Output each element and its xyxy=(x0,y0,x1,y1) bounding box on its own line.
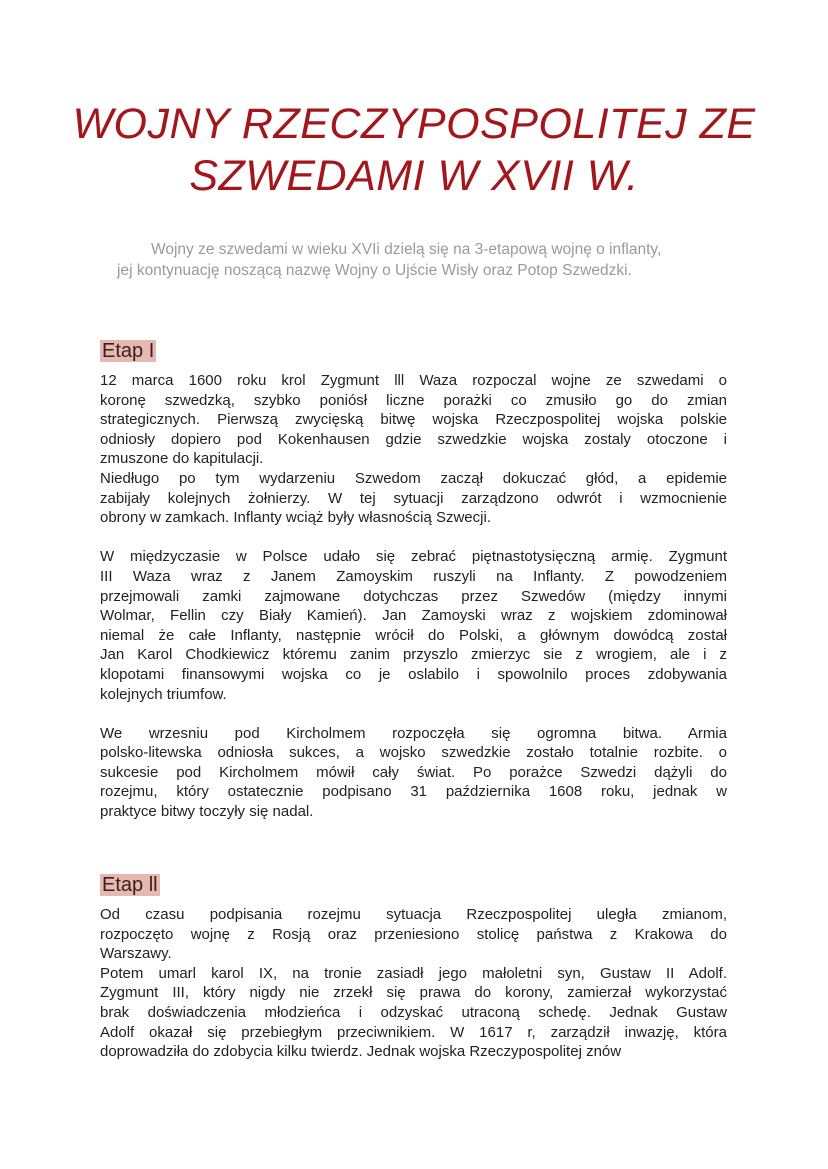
paragraph xyxy=(100,547,727,704)
text-line: sukcesie pod Kircholmem mówił cały świat. Po porażce Szwedzi dążyli do xyxy=(100,763,727,781)
text-line: odniosły dopiero pod Kokenhausen gdzie szwedzkie wojska zostaly otoczone i xyxy=(100,430,727,448)
text-line: Wolmar, Fellin czy Biały Kamień). Jan Zamoyski wraz z wojskiem zdominował xyxy=(100,607,727,625)
text-line: rozpoczęto wojnę z Rosją oraz przeniesiono stolicę państwa z Krakowa do xyxy=(100,925,727,943)
text-line: brak doświadczenia młodzieńca i odzyskać utraconą schedę. Jednak Gustaw xyxy=(100,1003,727,1021)
document-title xyxy=(0,98,828,202)
text-line: kolejnych triumfow. xyxy=(100,685,227,703)
paragraph-gap xyxy=(100,704,727,724)
paragraph-gap xyxy=(100,528,727,548)
text-line: klopotami finansowymi wojska co je oslabilo i spowolnilo proces zdobywania xyxy=(100,665,727,683)
text-line: W międzyczasie w Polsce udało się zebrać piętnastotysięczną armię. Zygmunt xyxy=(100,548,727,566)
section-heading: Etap ll xyxy=(102,874,158,896)
text-line: strategicznych. Pierwszą zwycięską bitwę wojska Rzeczpospolitej wojska polskie xyxy=(100,411,727,429)
text-line: Zygmunt III, który nigdy nie zrzekł się prawa do korony, zamierzał wykorzystać xyxy=(100,984,727,1002)
text-line: We wrzesniu pod Kircholmem rozpoczęła się ogromna bitwa. Armia xyxy=(100,724,727,742)
text-line: Potem umarl karol IX, na tronie zasiadł jego małoletni syn, Gustaw II Adolf. xyxy=(100,964,727,982)
section-etap-2 xyxy=(100,874,727,1062)
paragraph xyxy=(100,724,727,822)
section-body xyxy=(100,905,727,1062)
title-line: SZWEDAMI W XVII W. xyxy=(189,152,639,200)
text-line: Niedługo po tym wydarzeniu Szwedom zaczął dokuczać głód, a epidemie xyxy=(100,469,727,487)
text-line: niemal że całe Inflanty, następnie wrócił do Polski, a głównym dowódcą został xyxy=(100,626,727,644)
paragraph xyxy=(100,469,727,528)
paragraph xyxy=(100,371,727,469)
text-line: doprowadziła do zdobycia kilku twierdz. Jednak wojska Rzeczypospolitej znów xyxy=(100,1043,622,1061)
section-etap-1 xyxy=(100,340,727,822)
text-line: Od czasu podpisania rozejmu sytuacja Rzeczpospolitej uległa zmianom, xyxy=(100,906,727,923)
paragraph xyxy=(100,905,727,964)
text-line: Warszawy. xyxy=(100,945,172,963)
text-line: 12 marca 1600 roku krol Zygmunt lll Waza rozpoczal wojne ze szwedami o xyxy=(100,372,727,389)
title-line: WOJNY RZECZYPOSPOLITEJ ZE xyxy=(72,100,756,148)
section-body xyxy=(100,371,727,822)
text-line: Adolf okazał się przebiegłym przeciwnikiem. W 1617 r, zarządził inwazję, która xyxy=(100,1023,727,1041)
text-line: rozejmu, który ostatecznie podpisano 31 października 1608 roku, jednak w xyxy=(100,783,727,801)
text-line: zmuszone do kapitulacji. xyxy=(100,450,264,468)
text-line: III Waza wraz z Janem Zamoyskim ruszyli na Inflanty. Z powodzeniem xyxy=(100,567,727,585)
text-line: obrony w zamkach. Inflanty wciąż były własnością Szwecji. xyxy=(100,509,491,527)
section-heading: Etap I xyxy=(102,340,155,362)
text-line: koronę szwedzką, szybko poniósł liczne porażki co zmusiło go do zmian xyxy=(100,391,727,409)
paragraph xyxy=(100,964,727,1062)
text-line: Jan Karol Chodkiewicz któremu zanim przyszlo zmierzyc sie z wrogiem, ale i z xyxy=(100,646,727,664)
text-line: polsko-litewska odniosła sukces, a wojsko szwedzkie zostało totalnie rozbite. o xyxy=(100,744,727,762)
text-line: zabijały kolejnych żołnierzy. W tej sytuacji zarządzono odwrót i wzmocnienie xyxy=(100,489,727,507)
intro-paragraph xyxy=(117,239,729,281)
text-line: praktyce bitwy toczyły się nadal. xyxy=(100,803,314,821)
text-line: przejmowali zamki zajmowane dotychczas przez Szwedów (między innymi xyxy=(100,587,727,605)
intro-line: Wojny ze szwedami w wieku XVIi dzielą się na 3-etapową wojnę o inflanty, xyxy=(151,241,662,258)
intro-line: jej kontynuację noszącą nazwę Wojny o Ujście Wisły oraz Potop Szwedzki. xyxy=(117,262,632,279)
